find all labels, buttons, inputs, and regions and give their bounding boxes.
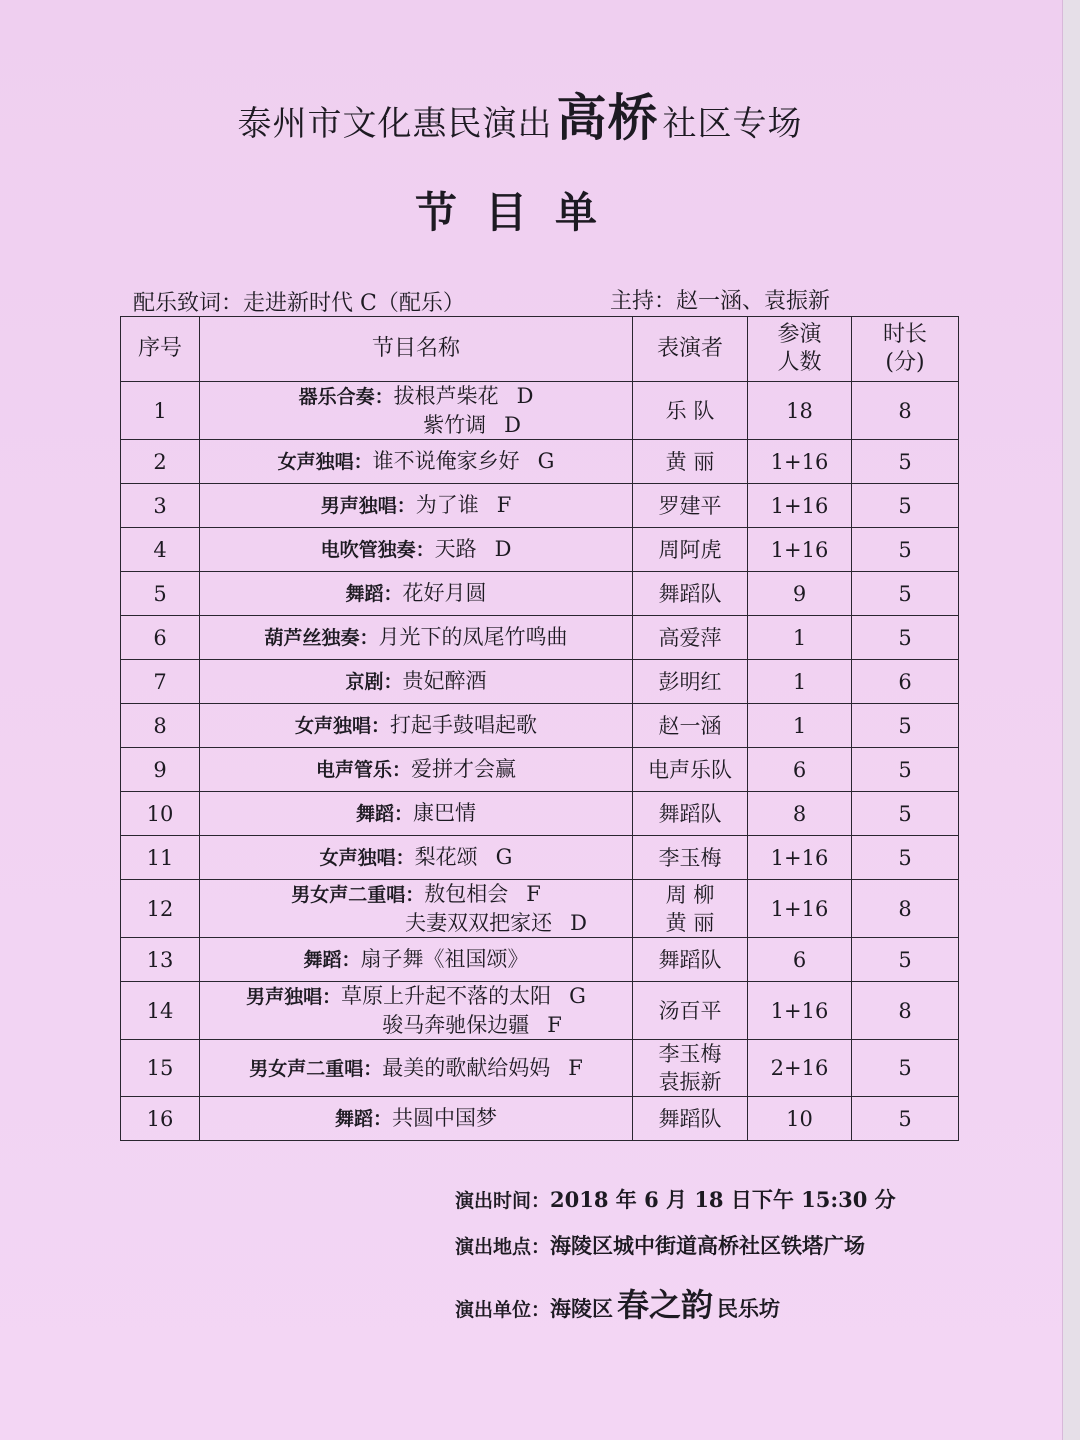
program-piece — [200, 880, 632, 909]
program-table-body — [121, 382, 959, 1141]
row-program — [200, 1097, 633, 1141]
piece-key: D — [494, 537, 512, 561]
page-title: 节目单 — [414, 188, 625, 237]
program-piece — [200, 382, 632, 411]
header-duration-line1: 时长 — [882, 322, 927, 347]
performer-name: 舞蹈队 — [658, 1106, 722, 1131]
row-program — [200, 982, 633, 1040]
row-performer — [633, 382, 748, 440]
row-duration: 5 — [852, 748, 959, 792]
program-piece — [200, 982, 632, 1011]
table-row — [121, 660, 959, 704]
row-duration: 5 — [852, 1097, 959, 1141]
row-count: 2+16 — [748, 1040, 852, 1097]
row-performer — [633, 528, 748, 572]
row-seq: 3 — [121, 484, 200, 528]
program-piece — [200, 1054, 632, 1083]
row-count: 8 — [748, 792, 852, 836]
row-count: 6 — [748, 748, 852, 792]
row-duration: 8 — [852, 880, 959, 938]
program-piece — [200, 1104, 632, 1133]
program-piece — [200, 755, 632, 784]
program-genre: 男女声二重唱： — [291, 884, 425, 906]
row-count: 1 — [748, 616, 852, 660]
table-row — [121, 528, 959, 572]
piece-title: 爱拼才会赢 — [411, 757, 516, 781]
performer-name: 周阿虎 — [658, 537, 722, 562]
row-duration: 6 — [852, 660, 959, 704]
program-genre: 舞蹈： — [355, 803, 413, 825]
row-duration: 5 — [852, 528, 959, 572]
program-genre: 舞蹈： — [334, 1108, 392, 1130]
piece-key: D — [570, 911, 587, 935]
piece-title: 为了谁 — [415, 493, 479, 517]
row-duration: 5 — [852, 484, 959, 528]
row-program — [200, 660, 633, 704]
header-count-line2: 人数 — [777, 350, 822, 375]
row-program — [200, 440, 633, 484]
row-duration: 5 — [852, 792, 959, 836]
show-time — [455, 1184, 896, 1214]
program-piece — [200, 447, 632, 476]
row-performer — [633, 748, 748, 792]
table-row — [121, 880, 959, 938]
performer-name: 舞蹈队 — [658, 947, 722, 972]
event-title-accent: 高桥 — [556, 88, 659, 147]
performer-name: 舞蹈队 — [658, 581, 722, 606]
show-organizer-prefix: 海陵区 — [550, 1296, 614, 1321]
piece-key: G — [569, 984, 586, 1008]
performer-name: 李玉梅 — [658, 845, 722, 870]
row-performer — [633, 792, 748, 836]
row-seq: 11 — [121, 836, 200, 880]
program-genre: 葫芦丝独奏： — [264, 627, 379, 649]
row-duration: 5 — [852, 440, 959, 484]
piece-title: 骏马奔驰保边疆 — [382, 1013, 530, 1037]
performer-name: 李玉梅 — [658, 1042, 722, 1066]
row-count: 1+16 — [748, 982, 852, 1040]
piece-title: 梨花颂 — [414, 845, 478, 869]
show-organizer-suffix: 民乐坊 — [717, 1296, 781, 1321]
program-genre: 电声管乐： — [315, 759, 411, 781]
row-count: 1+16 — [748, 440, 852, 484]
row-seq: 16 — [121, 1097, 200, 1141]
row-performer — [633, 660, 748, 704]
row-program — [200, 572, 633, 616]
show-place-value: 海陵区城中街道高桥社区铁塔广场 — [550, 1233, 866, 1258]
program-genre: 男声独唱： — [246, 986, 342, 1008]
piece-title: 月光下的凤尾竹鸣曲 — [378, 625, 568, 649]
performer-name: 黄 丽 — [665, 910, 715, 935]
table-row — [121, 938, 959, 982]
row-duration: 8 — [852, 382, 959, 440]
row-duration: 5 — [852, 572, 959, 616]
row-program — [200, 836, 633, 880]
piece-key: D — [516, 384, 534, 408]
program-table — [120, 316, 959, 1141]
row-seq: 14 — [121, 982, 200, 1040]
row-count: 18 — [748, 382, 852, 440]
row-seq: 12 — [121, 880, 200, 938]
program-genre: 京剧： — [345, 671, 403, 693]
performer-name: 黄 丽 — [665, 449, 715, 474]
piece-key: F — [568, 1055, 583, 1080]
piece-key: F — [496, 493, 512, 517]
program-genre: 舞蹈： — [303, 949, 361, 971]
performer-name: 赵一涵 — [658, 713, 722, 738]
show-organizer-label: 演出单位： — [455, 1299, 551, 1321]
program-genre: 男女声二重唱： — [249, 1057, 383, 1080]
piece-title: 花好月圆 — [402, 581, 487, 605]
row-performer — [633, 1097, 748, 1141]
show-place — [455, 1230, 865, 1260]
row-program — [200, 382, 633, 440]
table-row — [121, 748, 959, 792]
opening-music: 配乐致词：走进新时代 C（配乐） — [133, 291, 465, 316]
piece-key: G — [495, 845, 513, 869]
row-program — [200, 484, 633, 528]
row-duration: 8 — [852, 982, 959, 1040]
piece-title: 草原上升起不落的太阳 — [341, 984, 552, 1008]
row-performer — [633, 1040, 748, 1097]
table-row — [121, 572, 959, 616]
row-duration: 5 — [852, 1040, 959, 1097]
show-organizer — [455, 1280, 780, 1326]
program-piece — [200, 909, 632, 937]
row-count: 9 — [748, 572, 852, 616]
event-title-prefix: 泰州市文化惠民演出 — [237, 104, 553, 144]
performer-name: 乐 队 — [665, 398, 715, 423]
row-performer — [633, 836, 748, 880]
program-piece — [200, 843, 632, 872]
hosts: 主持：赵一涵、袁振新 — [610, 289, 831, 314]
table-row — [121, 484, 959, 528]
program-piece — [200, 411, 632, 439]
row-performer — [633, 484, 748, 528]
row-count: 1 — [748, 704, 852, 748]
row-performer — [633, 572, 748, 616]
performer-name: 电声乐队 — [648, 757, 732, 782]
piece-title: 拔根芦柴花 — [393, 384, 499, 408]
row-performer — [633, 704, 748, 748]
performer-name: 汤百平 — [658, 998, 722, 1023]
show-time-label: 演出时间： — [455, 1190, 551, 1212]
row-seq: 7 — [121, 660, 200, 704]
row-count: 1+16 — [748, 880, 852, 938]
program-genre: 男声独唱： — [320, 495, 416, 517]
row-duration: 5 — [852, 616, 959, 660]
header-count-line1: 参演 — [777, 322, 822, 347]
row-program — [200, 880, 633, 938]
table-row — [121, 836, 959, 880]
row-program — [200, 704, 633, 748]
header-duration-line2: (分) — [885, 350, 925, 375]
row-count: 10 — [748, 1097, 852, 1141]
row-duration: 5 — [852, 938, 959, 982]
piece-title: 打起手鼓唱起歌 — [390, 713, 537, 737]
program-piece — [200, 799, 632, 828]
row-duration: 5 — [852, 704, 959, 748]
piece-title: 紫竹调 — [423, 413, 487, 437]
program-piece — [200, 1011, 632, 1039]
table-row — [121, 982, 959, 1040]
program-piece — [200, 945, 632, 974]
row-seq: 4 — [121, 528, 200, 572]
table-row — [121, 616, 959, 660]
program-genre: 电吹管独奏： — [320, 539, 435, 561]
program-genre: 女声独唱： — [277, 451, 373, 473]
row-performer — [633, 982, 748, 1040]
performer-name: 罗建平 — [658, 493, 722, 518]
program-genre: 舞蹈： — [345, 583, 403, 605]
row-seq: 8 — [121, 704, 200, 748]
header-duration — [852, 317, 959, 382]
piece-title: 扇子舞《祖国颂》 — [360, 947, 529, 971]
piece-title: 共圆中国梦 — [392, 1106, 497, 1130]
program-genre: 器乐合奏： — [298, 386, 394, 408]
piece-title: 夫妻双双把家还 — [405, 911, 553, 935]
program-piece — [200, 535, 632, 564]
piece-title: 天路 — [434, 537, 477, 561]
table-row — [121, 1097, 959, 1141]
piece-title: 谁不说俺家乡好 — [372, 449, 520, 473]
piece-key: D — [504, 413, 521, 437]
event-title-suffix: 社区专场 — [662, 104, 803, 144]
piece-title: 敖包相会 — [424, 882, 509, 906]
performer-name: 袁振新 — [658, 1070, 722, 1094]
row-program — [200, 792, 633, 836]
table-row — [121, 704, 959, 748]
table-row — [121, 440, 959, 484]
program-piece — [200, 491, 632, 520]
piece-title: 贵妃醉酒 — [402, 669, 487, 693]
row-count: 6 — [748, 938, 852, 982]
row-duration: 5 — [852, 836, 959, 880]
row-program — [200, 528, 633, 572]
row-count: 1 — [748, 660, 852, 704]
program-piece — [200, 667, 632, 696]
row-program — [200, 1040, 633, 1097]
table-row — [121, 382, 959, 440]
event-title — [0, 78, 1040, 150]
show-time-value: 2018 年 6 月 18 日下午 15:30 分 — [550, 1187, 896, 1212]
row-seq: 6 — [121, 616, 200, 660]
performer-name: 周 柳 — [665, 882, 715, 907]
row-seq: 1 — [121, 382, 200, 440]
piece-title: 康巴情 — [413, 801, 476, 825]
row-seq: 9 — [121, 748, 200, 792]
row-performer — [633, 880, 748, 938]
program-piece — [200, 579, 632, 608]
program-piece — [200, 711, 632, 740]
row-count: 1+16 — [748, 836, 852, 880]
row-seq: 2 — [121, 440, 200, 484]
header-performer: 表演者 — [633, 317, 748, 382]
row-program — [200, 938, 633, 982]
piece-title: 最美的歌献给妈妈 — [382, 1055, 551, 1080]
row-seq: 15 — [121, 1040, 200, 1097]
row-program — [200, 616, 633, 660]
row-seq: 10 — [121, 792, 200, 836]
show-place-label: 演出地点： — [455, 1236, 551, 1258]
piece-key: G — [537, 449, 555, 473]
row-performer — [633, 938, 748, 982]
piece-key: F — [526, 882, 541, 906]
header-count — [748, 317, 852, 382]
header-name: 节目名称 — [200, 317, 633, 382]
piece-key: F — [547, 1013, 562, 1037]
row-program — [200, 748, 633, 792]
row-performer — [633, 440, 748, 484]
performer-name: 高爱萍 — [658, 625, 722, 650]
show-organizer-brand: 春之韵 — [617, 1286, 714, 1324]
performer-name: 舞蹈队 — [658, 801, 722, 826]
row-count: 1+16 — [748, 528, 852, 572]
program-genre: 女声独唱： — [294, 715, 390, 737]
header-seq: 序号 — [121, 317, 200, 382]
program-piece — [200, 623, 632, 652]
table-row — [121, 1040, 959, 1097]
table-header-row — [121, 317, 959, 382]
row-seq: 5 — [121, 572, 200, 616]
row-performer — [633, 616, 748, 660]
table-row — [121, 792, 959, 836]
row-seq: 13 — [121, 938, 200, 982]
row-count: 1+16 — [748, 484, 852, 528]
performer-name: 彭明红 — [658, 669, 722, 694]
program-genre: 女声独唱： — [319, 847, 415, 869]
